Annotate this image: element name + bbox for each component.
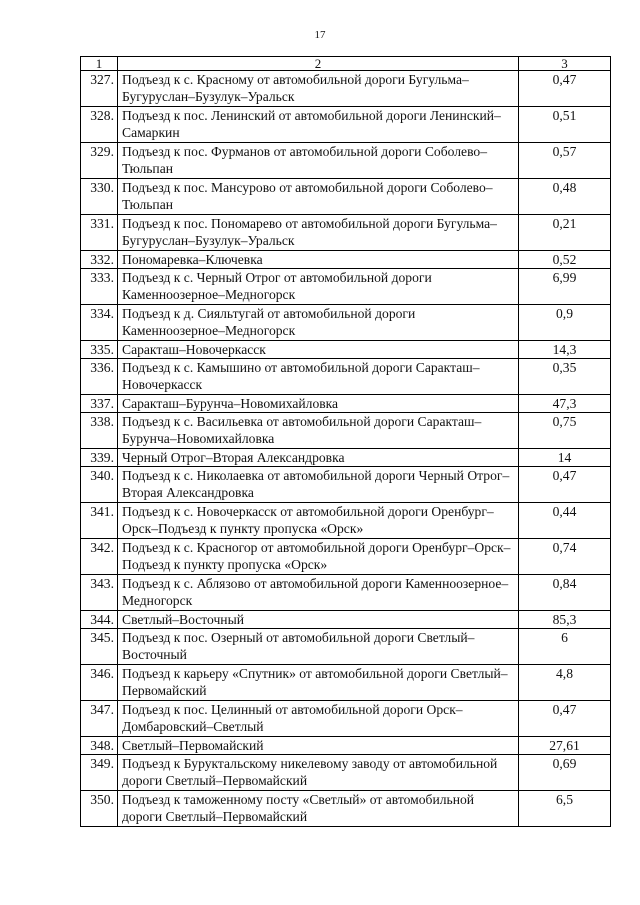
road-length: 0,21 bbox=[519, 215, 611, 251]
table-row bbox=[81, 611, 611, 629]
row-number: 334. bbox=[81, 305, 118, 341]
road-name: Подъезд к пос. Ленинский от автомобильной дороги Ленинский–Самаркин bbox=[118, 107, 519, 143]
table-row bbox=[81, 341, 611, 359]
table-row bbox=[81, 737, 611, 755]
road-length: 0,44 bbox=[519, 503, 611, 539]
road-name: Подъезд к с. Новочеркасск от автомобильной дороги Оренбург–Орск–Подъезд к пункту пропуска «Орск» bbox=[118, 503, 519, 539]
row-number: 343. bbox=[81, 575, 118, 611]
road-length: 0,48 bbox=[519, 179, 611, 215]
road-length: 0,35 bbox=[519, 359, 611, 395]
road-length: 0,69 bbox=[519, 755, 611, 791]
column-header-name: 2 bbox=[118, 57, 519, 71]
table-row bbox=[81, 539, 611, 575]
road-length: 27,61 bbox=[519, 737, 611, 755]
road-length: 0,52 bbox=[519, 251, 611, 269]
road-length: 14,3 bbox=[519, 341, 611, 359]
road-length: 85,3 bbox=[519, 611, 611, 629]
row-number: 348. bbox=[81, 737, 118, 755]
table-row bbox=[81, 575, 611, 611]
row-number: 337. bbox=[81, 395, 118, 413]
road-name: Пономаревка–Ключевка bbox=[118, 251, 519, 269]
road-length: 6 bbox=[519, 629, 611, 665]
row-number: 336. bbox=[81, 359, 118, 395]
road-name: Подъезд к таможенному посту «Светлый» от автомобильной дороги Светлый–Первомайский bbox=[118, 791, 519, 827]
table-row bbox=[81, 269, 611, 305]
road-name: Саракташ–Бурунча–Новомихайловка bbox=[118, 395, 519, 413]
road-length: 6,5 bbox=[519, 791, 611, 827]
row-number: 328. bbox=[81, 107, 118, 143]
row-number: 339. bbox=[81, 449, 118, 467]
road-name: Подъезд к карьеру «Спутник» от автомобильной дороги Светлый–Первомайский bbox=[118, 665, 519, 701]
table-row bbox=[81, 701, 611, 737]
table-row bbox=[81, 467, 611, 503]
column-header-number: 1 bbox=[81, 57, 118, 71]
road-name: Подъезд к с. Васильевка от автомобильной дороги Саракташ–Бурунча–Новомихайловка bbox=[118, 413, 519, 449]
table-row bbox=[81, 107, 611, 143]
row-number: 332. bbox=[81, 251, 118, 269]
row-number: 330. bbox=[81, 179, 118, 215]
table-body bbox=[81, 71, 611, 827]
table-row bbox=[81, 629, 611, 665]
row-number: 335. bbox=[81, 341, 118, 359]
row-number: 350. bbox=[81, 791, 118, 827]
table-row bbox=[81, 71, 611, 107]
road-name: Подъезд к с. Камышино от автомобильной дороги Саракташ–Новочеркасск bbox=[118, 359, 519, 395]
road-name: Подъезд к с. Красногор от автомобильной дороги Оренбург–Орск–Подъезд к пункту пропуска «Орск» bbox=[118, 539, 519, 575]
row-number: 341. bbox=[81, 503, 118, 539]
road-length: 0,75 bbox=[519, 413, 611, 449]
road-name: Подъезд к с. Красному от автомобильной дороги Бугульма–Бугуруслан–Бузулук–Уральск bbox=[118, 71, 519, 107]
table-row bbox=[81, 143, 611, 179]
row-number: 340. bbox=[81, 467, 118, 503]
road-length: 0,74 bbox=[519, 539, 611, 575]
table-row bbox=[81, 503, 611, 539]
road-name: Подъезд к пос. Мансурово от автомобильной дороги Соболево–Тюльпан bbox=[118, 179, 519, 215]
road-length: 0,84 bbox=[519, 575, 611, 611]
table-row bbox=[81, 449, 611, 467]
road-length: 0,9 bbox=[519, 305, 611, 341]
road-name: Подъезд к с. Николаевка от автомобильной дороги Черный Отрог–Вторая Александровка bbox=[118, 467, 519, 503]
road-length: 0,47 bbox=[519, 467, 611, 503]
road-length: 6,99 bbox=[519, 269, 611, 305]
row-number: 338. bbox=[81, 413, 118, 449]
table-header-row bbox=[81, 57, 611, 71]
table-row bbox=[81, 395, 611, 413]
road-name: Подъезд к с. Черный Отрог от автомобильной дороги Каменноозерное–Медногорск bbox=[118, 269, 519, 305]
road-name: Подъезд к Буруктальскому никелевому заводу от автомобильной дороги Светлый–Первомайский bbox=[118, 755, 519, 791]
table-row bbox=[81, 215, 611, 251]
table-row bbox=[81, 791, 611, 827]
roads-table bbox=[80, 56, 611, 827]
table-row bbox=[81, 665, 611, 701]
row-number: 344. bbox=[81, 611, 118, 629]
row-number: 345. bbox=[81, 629, 118, 665]
road-length: 0,51 bbox=[519, 107, 611, 143]
road-length: 0,57 bbox=[519, 143, 611, 179]
row-number: 347. bbox=[81, 701, 118, 737]
row-number: 342. bbox=[81, 539, 118, 575]
table-row bbox=[81, 359, 611, 395]
road-name: Подъезд к с. Аблязово от автомобильной дороги Каменноозерное–Медногорск bbox=[118, 575, 519, 611]
table-row bbox=[81, 755, 611, 791]
road-name: Саракташ–Новочеркасск bbox=[118, 341, 519, 359]
column-header-value: 3 bbox=[519, 57, 611, 71]
road-length: 4,8 bbox=[519, 665, 611, 701]
road-name: Светлый–Первомайский bbox=[118, 737, 519, 755]
road-name: Подъезд к пос. Фурманов от автомобильной дороги Соболево–Тюльпан bbox=[118, 143, 519, 179]
table-row bbox=[81, 413, 611, 449]
road-length: 47,3 bbox=[519, 395, 611, 413]
table-row bbox=[81, 179, 611, 215]
page-number: 17 bbox=[314, 29, 326, 41]
row-number: 331. bbox=[81, 215, 118, 251]
road-length: 0,47 bbox=[519, 701, 611, 737]
road-name: Подъезд к пос. Озерный от автомобильной дороги Светлый–Восточный bbox=[118, 629, 519, 665]
road-name: Подъезд к пос. Целинный от автомобильной дороги Орск–Домбаровский–Светлый bbox=[118, 701, 519, 737]
row-number: 329. bbox=[81, 143, 118, 179]
row-number: 349. bbox=[81, 755, 118, 791]
road-length: 14 bbox=[519, 449, 611, 467]
road-length: 0,47 bbox=[519, 71, 611, 107]
row-number: 346. bbox=[81, 665, 118, 701]
road-name: Черный Отрог–Вторая Александровка bbox=[118, 449, 519, 467]
road-name: Подъезд к пос. Пономарево от автомобильной дороги Бугульма–Бугуруслан–Бузулук–Уральск bbox=[118, 215, 519, 251]
row-number: 327. bbox=[81, 71, 118, 107]
road-name: Светлый–Восточный bbox=[118, 611, 519, 629]
table-row bbox=[81, 251, 611, 269]
row-number: 333. bbox=[81, 269, 118, 305]
road-name: Подъезд к д. Сияльтугай от автомобильной дороги Каменноозерное–Медногорск bbox=[118, 305, 519, 341]
table-row bbox=[81, 305, 611, 341]
